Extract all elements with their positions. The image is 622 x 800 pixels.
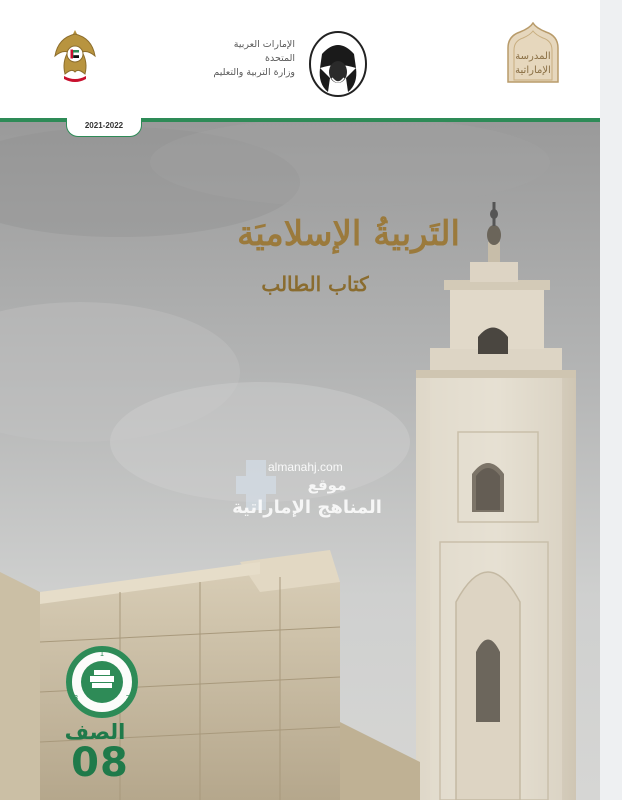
- watermark-site: almanahj.com: [268, 460, 343, 474]
- svg-text:3: 3: [73, 694, 79, 702]
- ministry-line-1: الإمارات العربية المتحدة: [233, 39, 295, 64]
- cover-header: [0, 0, 600, 118]
- grade-badge-icon: [66, 646, 138, 718]
- svg-text:1: 1: [99, 650, 105, 658]
- emirati-school-logo-icon: [500, 22, 566, 84]
- ministry-name: [205, 38, 295, 80]
- ministry-line-2: وزارة التربية والتعليم: [213, 67, 295, 78]
- watermark-line-2: المناهج الإماراتية: [232, 497, 382, 518]
- page-right-margin: [600, 0, 622, 800]
- svg-text:2: 2: [125, 694, 131, 702]
- grade-label: الصف: [64, 720, 126, 744]
- sheikh-zayed-portrait-icon: [308, 28, 368, 98]
- school-logo-text-2: الإماراتية: [515, 65, 551, 76]
- cover-photo: [0, 122, 600, 800]
- watermark-line-1: موقع: [307, 476, 347, 494]
- school-logo-text-1: المدرسة: [515, 51, 551, 62]
- uae-emblem-icon: [52, 28, 98, 84]
- book-subtitle: كتاب الطالب: [261, 272, 369, 296]
- edition-years-badge: 2021-2022: [66, 118, 142, 137]
- book-title: التَربيةُ الإسلاميَة: [237, 214, 460, 254]
- grade-number: 08: [71, 740, 129, 786]
